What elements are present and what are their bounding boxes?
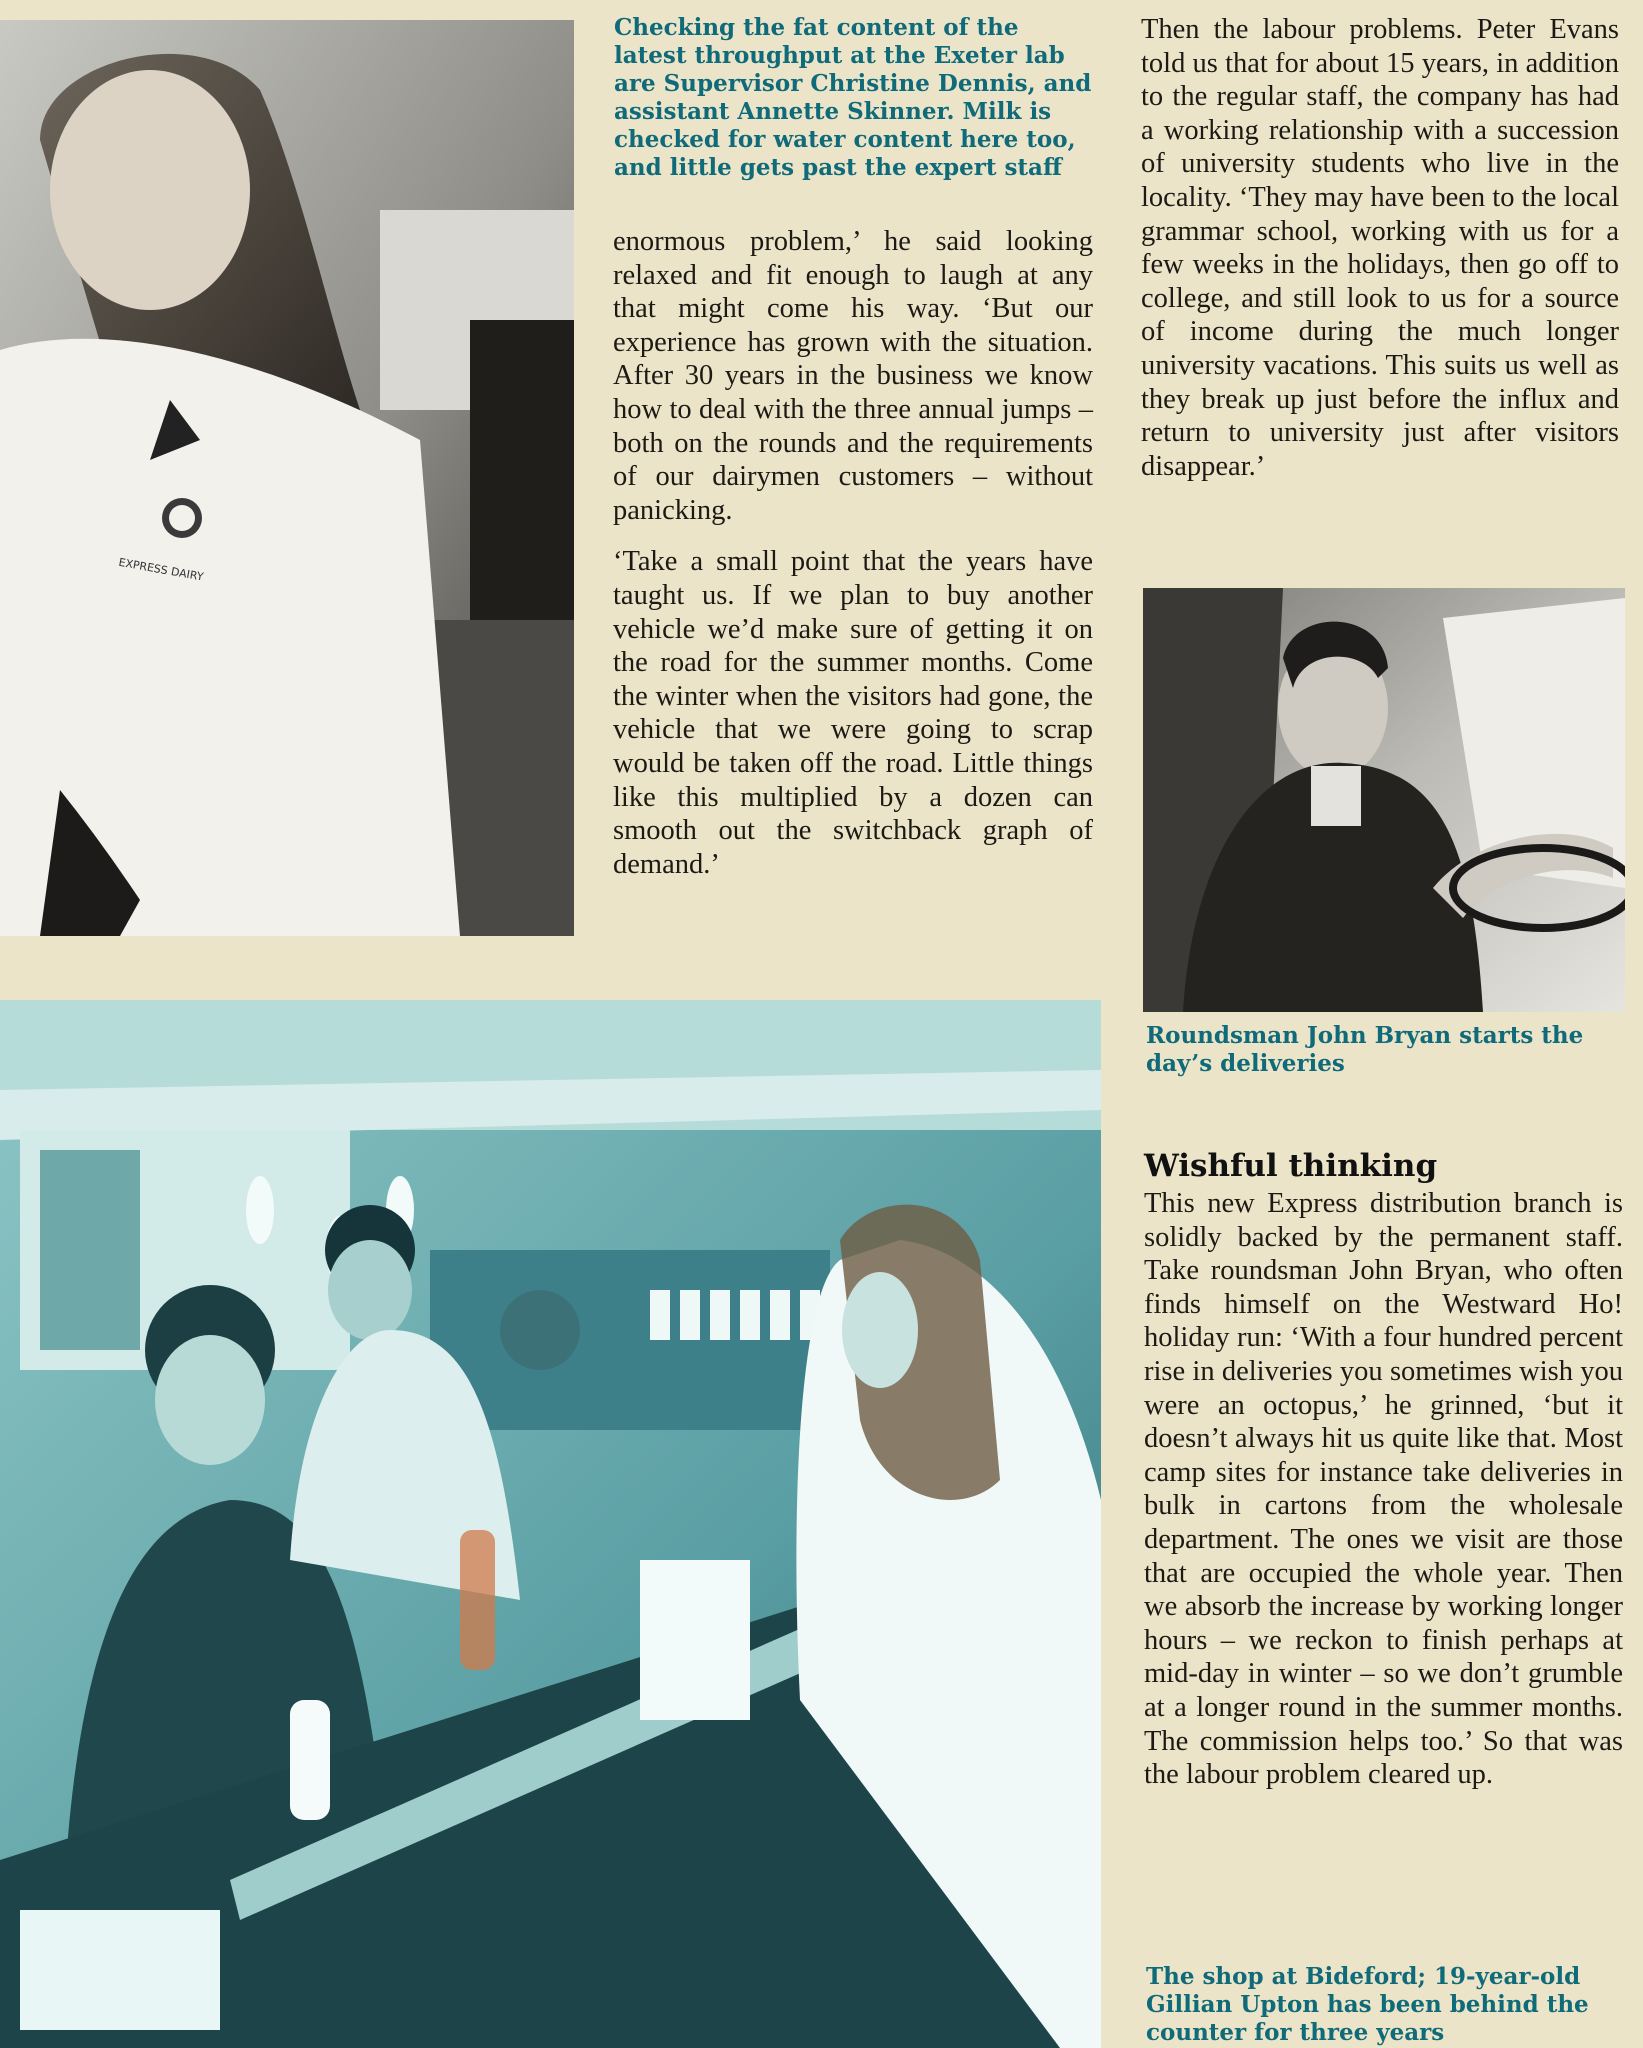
shop-photo-caption: The shop at Bideford; 19-year-old Gillian Upton has been behind the counter for three years [1146,1963,1589,2046]
middle-column-text [613,225,1093,899]
roundsman-photo [1143,588,1625,1012]
paragraph: ‘Take a small point that the years have taught us. If we plan to buy another vehicle we’d make sure of getting it on the road for the summer months. Come the winter when the visitors had gone, the vehicle that we were going to scrap would be taken off the road. Little things like this multiplied by a dozen can smooth out the switchback graph of demand.’ [613,546,1093,880]
coat-logo-text: EXPRESS DAIRY [117,555,205,584]
section-heading: Wishful thinking [1144,1148,1438,1184]
paragraph: This new Express distribution branch is solidly backed by the permanent staff. Take roundsman John Bryan, who often finds himself on the Westward Ho! holiday run: ‘With a four hundred percent rise in deliveries you sometimes wish you were an octopus,’ he grinned, ‘but it doesn’t always hit us quite like that. Most camp sites for instance take deliveries in bulk in cartons from the wholesale department. The ones we visit are those that are occupied the whole year. Then we absorb the increase by working longer hours – we reckon to finish perhaps at mid-day in winter – so we don’t grumble at a longer round in the summer months. The commission helps too.’ So that was the labour problem cleared up. [1144,1188,1623,1791]
shop-photo [0,1000,1101,2048]
paragraph: enormous problem,’ he said looking relaxed and fit enough to laugh at any that might come his way. ‘But our experience has grown with the situation. After 30 years in the business we know how to deal with the three annual jumps – both on the rounds and the requirements of our dairymen customers – without panicking. [613,226,1093,526]
paragraph: Then the labour problems. Peter Evans told us that for about 15 years, in addition to the regular staff, the company has had a working relationship with a succession of university students who live in the locality. ‘They may have been to the local grammar school, working with us for a few weeks in the holidays, then go off to college, and still look to us for a source of income during the much longer university vacations. This suits us well as they break up just before the influx and return to university just after visitors disappear.’ [1141,14,1619,482]
right-column-intro [1141,13,1619,501]
wishful-thinking-text [1144,1187,1623,1810]
lab-photo-caption: Checking the fat content of the latest throughput at the Exeter lab are Supervisor Christine Dennis, and assistant Annette Skinner. Milk is checked for water content here too, and little gets past the expert staff [614,14,1092,181]
lab-photo [0,20,574,936]
roundsman-photo-caption: Roundsman John Bryan starts the day’s deliveries [1146,1022,1584,1077]
